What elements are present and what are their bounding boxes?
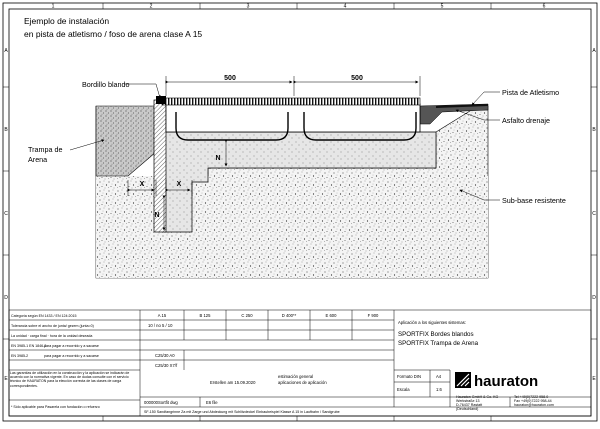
tb-revision: Erstellen am 15.09.2020 xyxy=(210,380,256,385)
tb-scale-value: 1:6 xyxy=(436,387,442,392)
grid-col-2: 2 xyxy=(149,3,153,10)
tb-notes-mid-2: aplicaciones de aplicación xyxy=(278,380,327,385)
tb-notes-mid-1: estimación general xyxy=(278,374,314,379)
svg-text:Asfalto drenaje: Asfalto drenaje xyxy=(502,116,550,125)
tb-note-block: Las garantías de utilización en la construcción y la aplicación se indicarán de acuerdo con la normativa vigente. En caso de dudas consulte con el servicio técnico de HAURATON para la elección correcta de las clases de carga correspondientes. xyxy=(10,371,130,388)
label-pista xyxy=(472,88,559,105)
class-e600: E 600 xyxy=(325,313,337,318)
tb-tolerance-value: 10 / no 5 / 10 xyxy=(148,323,173,328)
grid-row-e-right: E xyxy=(592,376,596,382)
dimension-500-left xyxy=(166,75,294,96)
tb-desc-line1: SPORTFIX Bordes blandos xyxy=(398,331,474,338)
tb-row-en1: EN 3985-1 EN 1846-2 xyxy=(11,344,47,348)
slotted-grate xyxy=(162,98,420,105)
label-bordillo xyxy=(82,80,160,98)
class-b125: B 125 xyxy=(199,313,211,318)
tb-spec-c25: C25/30 A0 xyxy=(155,353,175,358)
tb-format-label: Formato DIN xyxy=(397,374,421,379)
tb-contact-1: Tel +49(0)7222 958-0 xyxy=(514,395,549,399)
drawing-title-line2: en pista de atletismo / foso de arena clase A 15 xyxy=(24,29,203,39)
tb-bottom-line: SF-150 Sandfangrinne Za mit Zarge und Abdeckung mit Schlitzdeckel Einbaubeispiel Klasse A 15 in Laufbahn / Sandgrube xyxy=(144,410,340,414)
tb-format-value: A4 xyxy=(436,374,442,379)
tb-address-1: Hauraton GmbH & Co. KG xyxy=(456,395,499,399)
tb-row-en2: EN 3985-2 xyxy=(11,354,29,358)
class-f900: F 900 xyxy=(367,313,379,318)
tb-sub-left-2: para pagar a recorrido y a sacarse xyxy=(44,354,99,358)
tb-drawing-no: 000000Sortfit dwg xyxy=(144,400,178,405)
tb-row-category: Categoría según EN 1433 / EN 124:2015 xyxy=(11,314,77,318)
grid-row-d: D xyxy=(4,295,8,301)
grid-col-1: 1 xyxy=(51,3,55,10)
dim-x-left: X xyxy=(139,181,145,188)
svg-text:Trampa de: Trampa de xyxy=(28,145,63,154)
sand-trap xyxy=(96,106,156,176)
tb-address-2: Werkstraße 13 xyxy=(456,399,480,403)
tb-contact-2: Fax +49(0)7222 958-44 xyxy=(514,399,552,403)
grid-col-3: 3 xyxy=(246,3,250,10)
class-d400: D 400** xyxy=(281,313,297,318)
grid-col-5: 5 xyxy=(440,3,444,10)
grid-row-d-right: D xyxy=(592,295,596,301)
channel-body xyxy=(166,104,420,132)
dim-x-right: X xyxy=(176,181,182,188)
grid-row-c: C xyxy=(4,211,8,217)
tb-sheet-value: E6 file xyxy=(206,400,218,405)
label-trampa xyxy=(28,140,104,164)
svg-text:Arena: Arena xyxy=(28,155,48,164)
tb-scale-label: Escala xyxy=(397,387,410,392)
logo-wordmark: hauraton xyxy=(474,373,539,390)
grid-row-c-right: C xyxy=(592,211,596,217)
grid-row-a-right: A xyxy=(592,48,596,54)
svg-text:Sub-base resistente: Sub-base resistente xyxy=(502,196,566,205)
grid-row-b-right: B xyxy=(592,127,596,133)
dim-n-mid: N xyxy=(215,155,221,162)
tb-address-3: D-76437 Rastatt xyxy=(456,403,483,407)
grid-col-6: 6 xyxy=(542,3,546,10)
tb-row-unit: La unidad · carga final · hora de la unidad deseada xyxy=(11,334,93,338)
class-c250: C 250 xyxy=(241,313,253,318)
tb-sub-left-1: para pagar a recorrido y a sacarse xyxy=(44,344,99,348)
tb-desc-line2: SPORTFIX Trampa de Arena xyxy=(398,340,479,347)
drawing-title-line1: Ejemplo de instalación xyxy=(24,16,110,26)
tb-row-tolerance: Tolerancia sobre el ancho de junta/ gezem (junta=0) xyxy=(11,324,94,328)
tb-spec-c25b: C25/30 X7/f xyxy=(155,363,178,368)
grid-row-a: A xyxy=(4,48,8,54)
class-a15: A 15 xyxy=(157,313,167,318)
tb-address-4: (Deutschland) xyxy=(456,407,479,411)
svg-text:Bordillo blando: Bordillo blando xyxy=(82,80,130,89)
dim-500-right-label: 500 xyxy=(351,75,363,82)
tb-contact-3: hauraton@hauraton.com xyxy=(514,403,554,407)
soft-kerb-cap xyxy=(156,96,166,104)
tb-desc-header: Aplicación a los siguientes sistemas: xyxy=(398,320,466,325)
dim-500-left-label: 500 xyxy=(224,75,236,82)
dim-n-bottom: N xyxy=(154,212,160,219)
dimension-500-right xyxy=(296,75,420,96)
svg-text:Pista de Atletismo: Pista de Atletismo xyxy=(502,88,560,97)
grid-row-b: B xyxy=(4,127,8,133)
grid-row-e: E xyxy=(4,376,8,382)
tb-footnote: * Sólo aplicable para Pasarela con fundación o refuerzo xyxy=(11,405,100,409)
hauraton-logo xyxy=(455,372,538,390)
title-block xyxy=(9,310,591,416)
grid-col-4: 4 xyxy=(343,3,347,10)
